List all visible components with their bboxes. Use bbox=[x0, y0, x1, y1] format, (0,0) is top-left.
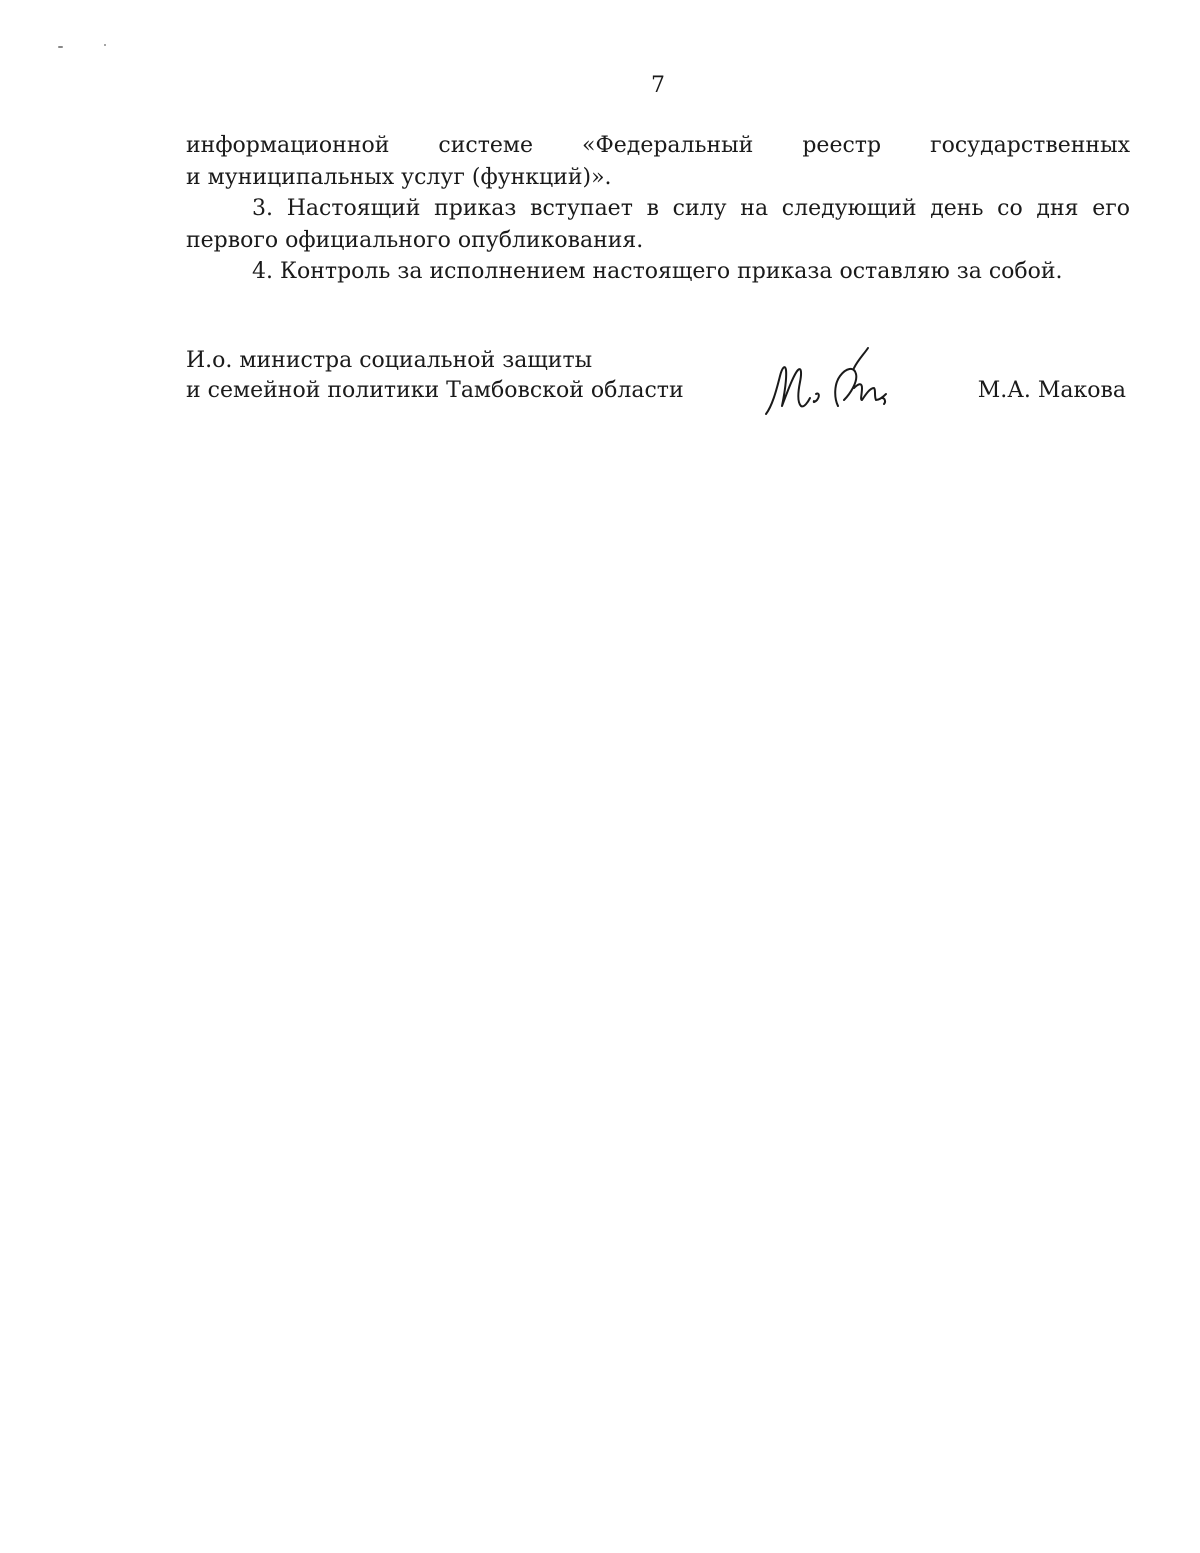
signer-name: М.А. Макова bbox=[977, 378, 1126, 403]
signer-title-line1: И.о. министра социальной защиты bbox=[186, 348, 593, 373]
paragraph-3: 3. Настоящий приказ вступает в силу на следующий день со дня его первого официального опубликования. bbox=[186, 196, 1130, 253]
document-body bbox=[186, 130, 1130, 288]
scan-speck bbox=[104, 44, 106, 46]
scan-speck bbox=[58, 46, 63, 48]
page-number: 7 bbox=[651, 73, 665, 98]
signature-block bbox=[186, 346, 1130, 426]
paragraph-4: 4. Контроль за исполнением настоящего приказа оставляю за собой. bbox=[252, 259, 1063, 284]
signer-title-line2: и семейной политики Тамбовской области bbox=[186, 378, 684, 403]
handwritten-signature bbox=[758, 344, 898, 424]
paragraph-2-continuation-line1: информационной системе «Федеральный реестр государственных bbox=[186, 133, 1130, 158]
paragraph-2-continuation-line2: и муниципальных услуг (функций)». bbox=[186, 164, 612, 190]
signer-title bbox=[186, 346, 684, 406]
